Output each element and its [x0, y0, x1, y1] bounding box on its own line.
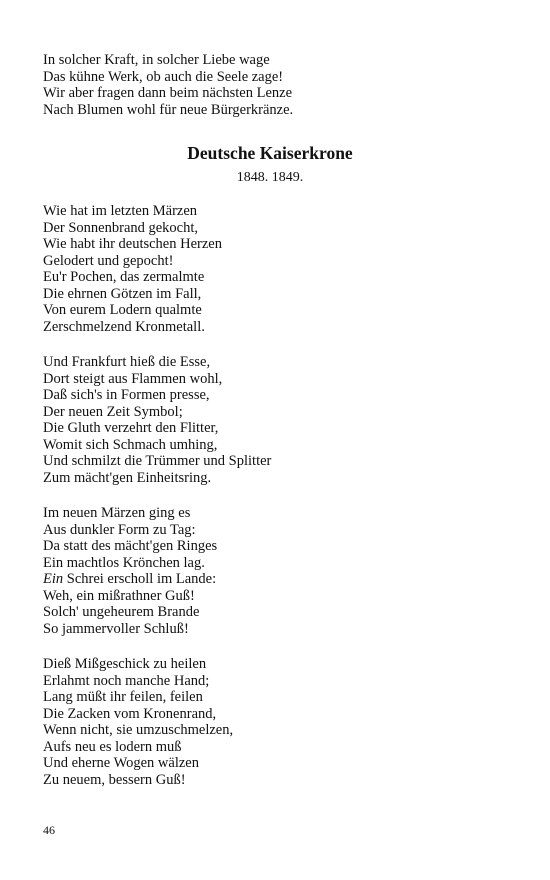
poem-line: In solcher Kraft, in solcher Liebe wage: [43, 52, 270, 68]
poem-line: Dieß Mißgeschick zu heilen: [43, 656, 207, 672]
poem-line: Lang müßt ihr feilen, feilen: [43, 689, 203, 705]
poem-line: Wir aber fragen dann beim nächsten Lenze: [43, 85, 293, 101]
stanza-3: [43, 505, 513, 637]
poem-line: Solch' ungeheurem Brande: [43, 604, 200, 620]
intro-stanza: [43, 52, 513, 118]
poem-line: Wie hat im letzten Märzen: [43, 203, 198, 219]
poem-line: Aus dunkler Form zu Tag:: [43, 521, 196, 538]
poem-line: Die ehrnen Götzen im Fall,: [43, 285, 202, 302]
poem-line: Zum mächt'gen Einheitsring.: [43, 469, 212, 486]
poem-line: Die Gluth verzehrt den Flitter,: [43, 420, 219, 436]
emphasized-word: Ein: [43, 571, 64, 587]
poem-line: Eu'r Pochen, das zermalmte: [43, 269, 205, 285]
poem-line: Daß sich's in Formen presse,: [43, 387, 210, 403]
poem-line: So jammervoller Schluß!: [43, 620, 189, 637]
poem-line-text: Schrei erscholl im Lande:: [66, 571, 217, 587]
poem-line: Im neuen Märzen ging es: [43, 505, 191, 521]
poem-line: Und Frankfurt hieß die Esse,: [43, 354, 211, 370]
poem-line: Weh, ein mißrathner Guß!: [43, 587, 195, 604]
poem-line: Nach Blumen wohl für neue Bürgerkränze.: [43, 101, 294, 118]
poem-line: Gelodert und gepocht!: [43, 252, 174, 269]
poem-line: Der neuen Zeit Symbol;: [43, 403, 183, 420]
poem-line: Der Sonnenbrand gekocht,: [43, 219, 199, 236]
poem-line: Dort steigt aus Flammen wohl,: [43, 370, 223, 387]
poem-line: Und eherne Wogen wälzen: [43, 755, 199, 771]
poem-line: Zerschmelzend Kronmetall.: [43, 318, 205, 335]
poem-line: Und schmilzt die Trümmer und Splitter: [43, 453, 272, 469]
poem-line: Das kühne Werk, ob auch die Seele zage!: [43, 68, 284, 85]
poem-line: Zu neuem, bessern Guß!: [43, 771, 186, 788]
poem-line: Aufs neu es lodern muß: [43, 738, 182, 755]
poem-line: Ein machtlos Krönchen lag.: [43, 554, 205, 571]
poem-line: Wie habt ihr deutschen Herzen: [43, 236, 222, 252]
stanza-2: [43, 354, 513, 486]
stanza-4: [43, 656, 513, 788]
poem-line: Von eurem Lodern qualmte: [43, 302, 202, 318]
poem-subtitle: 1848. 1849.: [236, 170, 304, 185]
stanza-1: [43, 203, 513, 335]
poem-line: Erlahmt noch manche Hand;: [43, 672, 210, 689]
poem-line: Womit sich Schmach umhing,: [43, 436, 218, 453]
poem-line: [43, 571, 513, 588]
poem-line: Die Zacken vom Kronenrand,: [43, 705, 217, 722]
poem-line: Da statt des mächt'gen Ringes: [43, 538, 218, 554]
page-number: 46: [43, 823, 55, 837]
poem-title: Deutsche Kaiserkrone: [187, 143, 353, 163]
poem-line: Wenn nicht, sie umzuschmelzen,: [43, 722, 234, 738]
